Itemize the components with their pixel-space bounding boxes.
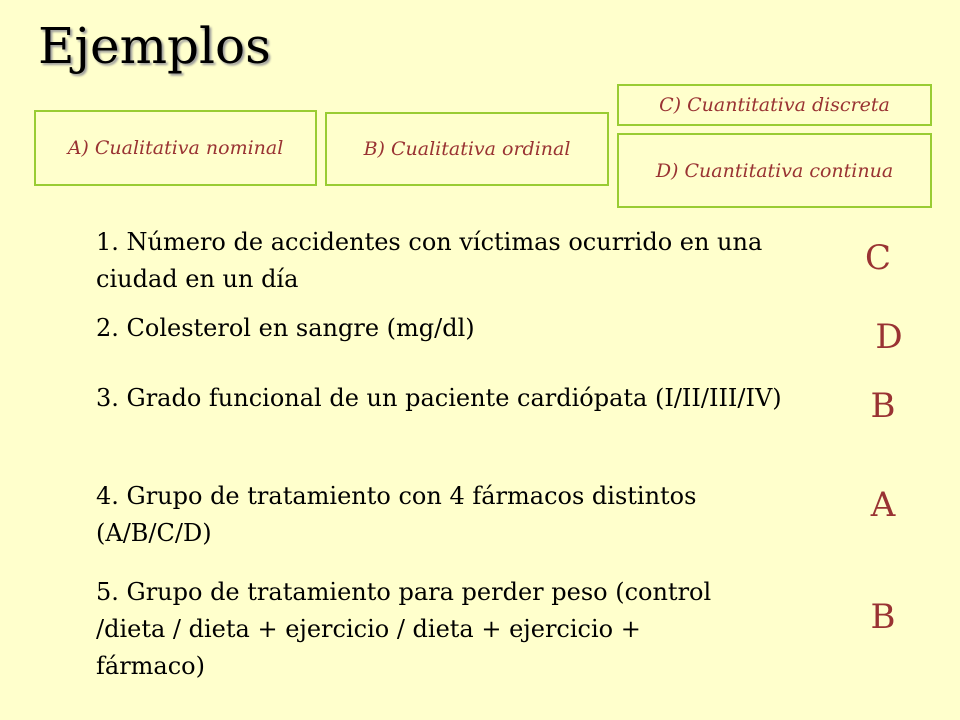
answer-1: C bbox=[864, 238, 891, 278]
category-b-box: B) Cualitativa ordinal bbox=[325, 112, 609, 186]
question-4: 4. Grupo de tratamiento con 4 fármacos distintos (A/B/C/D) bbox=[96, 482, 697, 547]
answer-2: D bbox=[875, 317, 903, 357]
answer-4: A bbox=[870, 485, 896, 525]
category-d-box: D) Cuantitativa continua bbox=[617, 133, 932, 208]
question-5: 5. Grupo de tratamiento para perder peso (control /dieta / dieta + ejercicio / dieta + ejercicio + fármaco) bbox=[96, 578, 712, 680]
question-2: 2. Colesterol en sangre (mg/dl) bbox=[96, 314, 475, 342]
question-1: 1. Número de accidentes con víctimas ocurrido en una ciudad en un día bbox=[96, 228, 763, 293]
answer-5: B bbox=[870, 597, 896, 637]
category-a-box: A) Cualitativa nominal bbox=[34, 110, 317, 186]
slide-title: Ejemplos bbox=[38, 17, 271, 75]
answer-3: B bbox=[870, 386, 896, 426]
question-3: 3. Grado funcional de un paciente cardiópata (I/II/III/IV) bbox=[96, 384, 782, 412]
category-c-box: C) Cuantitativa discreta bbox=[617, 84, 932, 126]
